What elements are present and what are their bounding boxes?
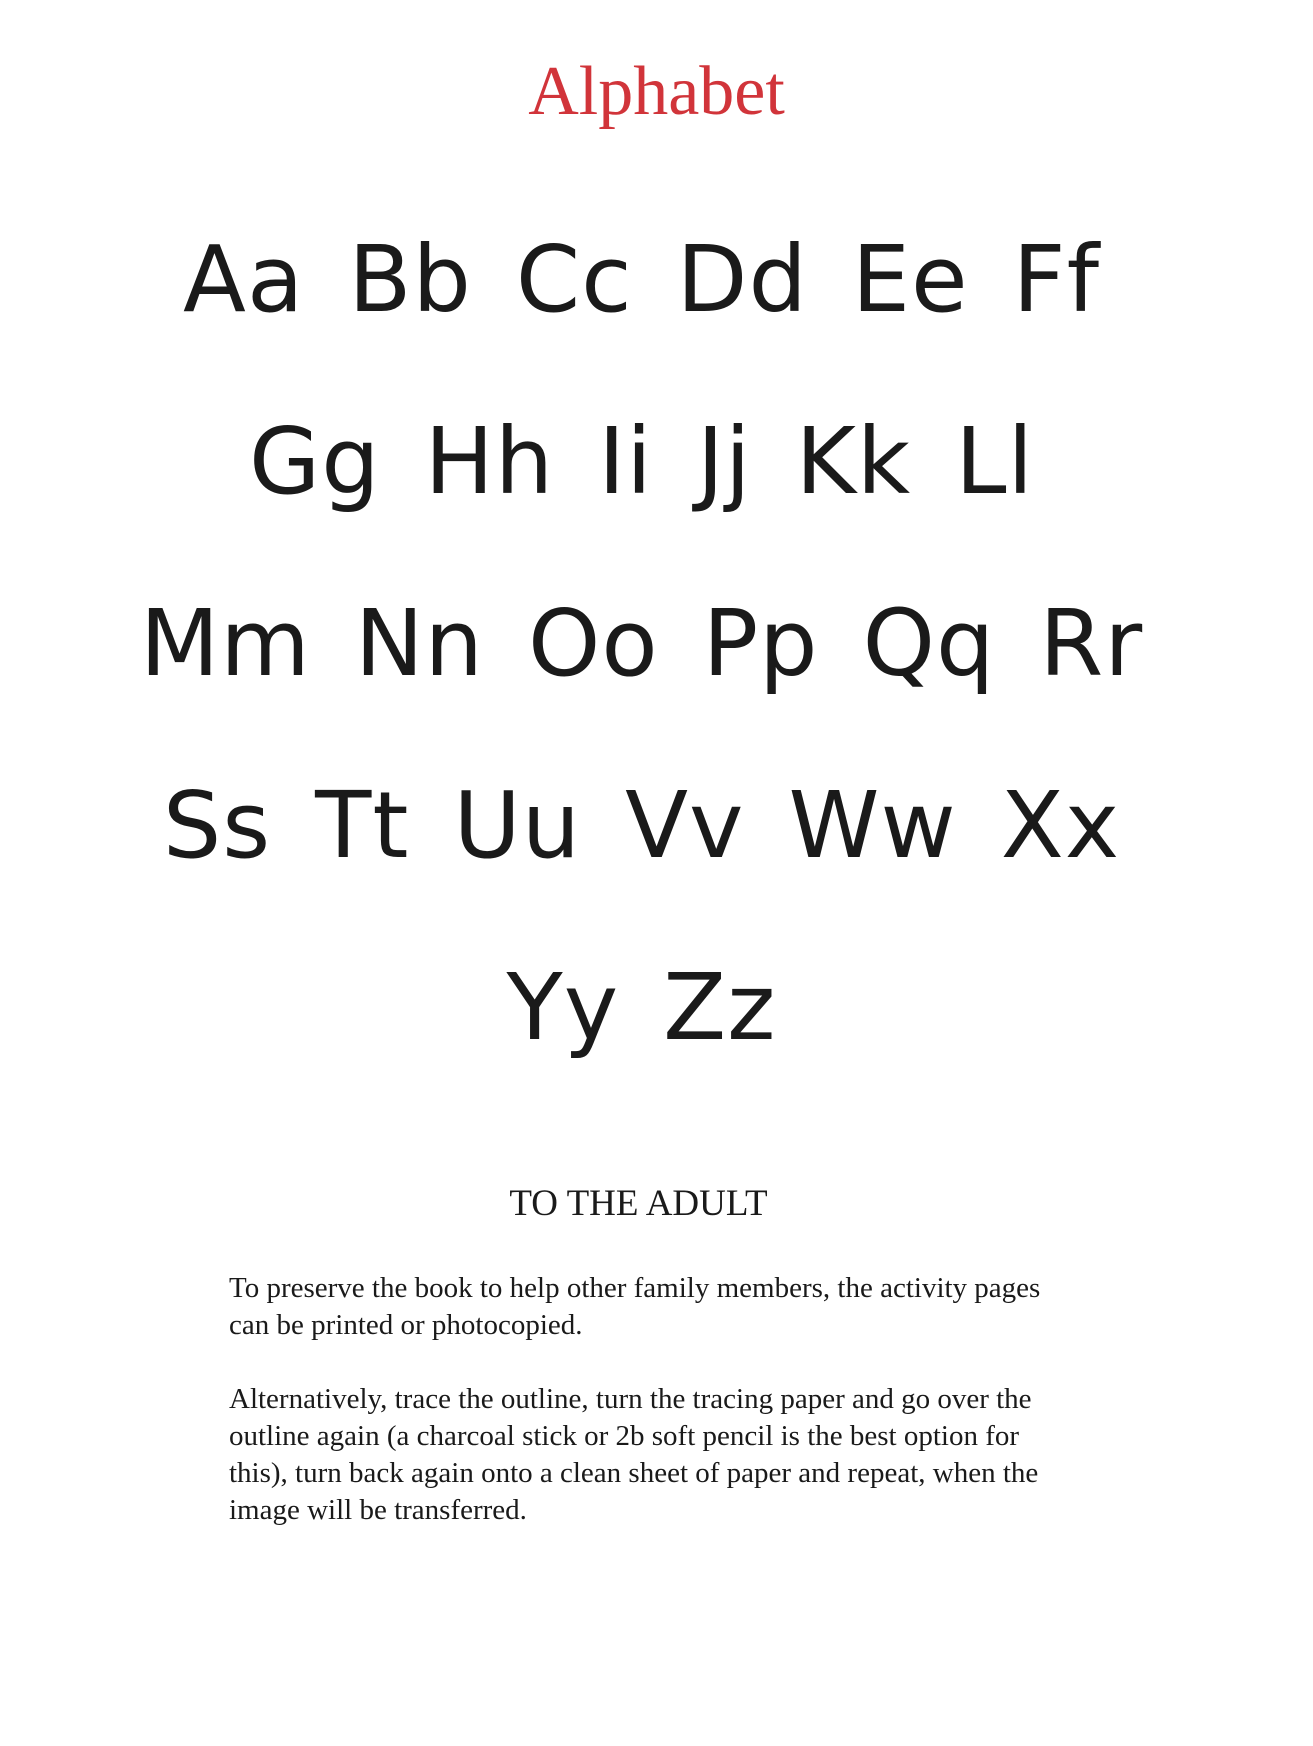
letter-pair: Ff <box>1012 226 1100 333</box>
letter-pair: Tt <box>315 772 410 879</box>
adult-note-heading: TO THE ADULT <box>509 1183 768 1224</box>
page-title: Alphabet <box>528 53 785 130</box>
letter-pair: Zz <box>663 954 777 1061</box>
adult-note-paragraph: To preserve the book to help other family members, the activity pages can be printed or photocopied. <box>229 1272 1041 1341</box>
letter-pair: Bb <box>348 226 472 333</box>
alphabet-row <box>0 407 1313 589</box>
letter-pair: Ii <box>598 408 653 515</box>
letter-pair: Ee <box>851 226 969 333</box>
letter-pair: Xx <box>1000 772 1121 879</box>
letter-pair: Qq <box>862 590 996 697</box>
letter-pair: Kk <box>795 408 912 515</box>
letter-pair: Jj <box>696 408 752 515</box>
adult-note-body <box>229 1270 1049 1566</box>
letter-pair: Vv <box>625 772 745 879</box>
letter-pair: Ss <box>162 772 272 879</box>
letter-pair: Aa <box>183 226 305 333</box>
letter-pair: Yy <box>506 954 620 1061</box>
letter-pair: Cc <box>515 226 633 333</box>
letter-pair: Rr <box>1039 590 1144 697</box>
letter-pair: Ww <box>788 772 957 879</box>
letter-pair: Uu <box>453 772 582 879</box>
alphabet-row <box>0 589 1313 771</box>
adult-note-paragraph: Alternatively, trace the outline, turn the tracing paper and go over the outline again (a charcoal stick or 2b soft pencil is the best option for this), turn back again onto a clean sheet of paper and repeat, when the image will be transferred. <box>229 1383 1039 1526</box>
letter-pair: Ll <box>955 408 1035 515</box>
letter-pair: Dd <box>676 226 808 333</box>
letter-pair: Pp <box>702 590 819 697</box>
alphabet-row <box>0 225 1313 407</box>
letter-pair: Oo <box>527 590 659 697</box>
letter-pair: Mm <box>139 590 311 697</box>
alphabet-row <box>0 953 1313 1135</box>
letter-pair: Gg <box>248 408 381 515</box>
alphabet-chart <box>0 225 1313 1135</box>
letter-pair: Hh <box>424 408 555 515</box>
alphabet-row <box>0 771 1313 953</box>
letter-pair: Nn <box>354 590 484 697</box>
